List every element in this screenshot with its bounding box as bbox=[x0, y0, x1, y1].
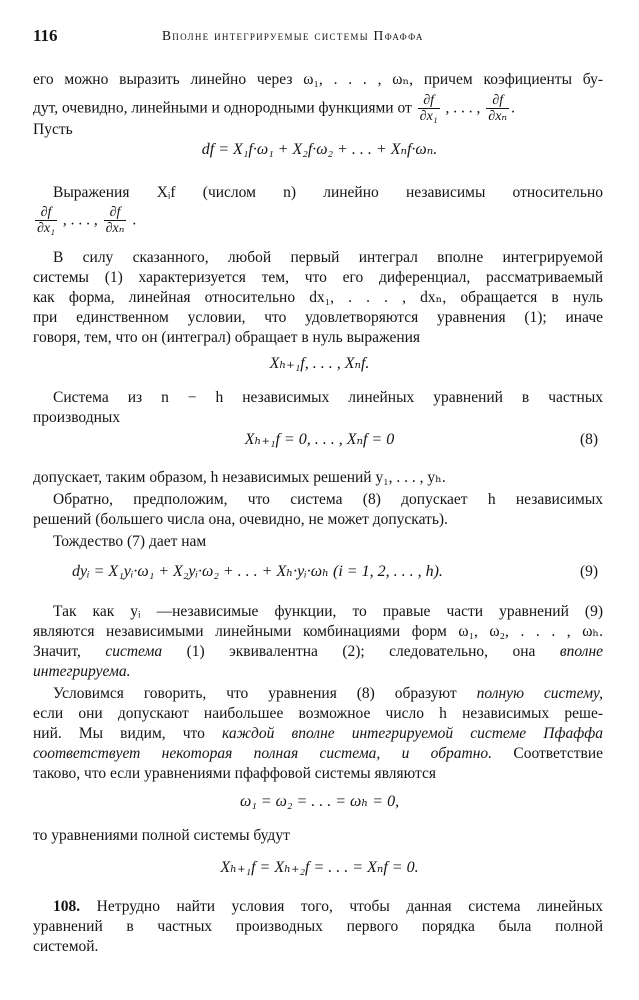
text-line bbox=[33, 206, 136, 236]
fraction-numerator: ∂f bbox=[423, 93, 435, 108]
partial-fraction bbox=[418, 94, 440, 124]
fraction-denominator: ∂xₙ bbox=[105, 221, 125, 236]
text-segment-italic: система bbox=[105, 643, 163, 660]
text-segment: Нетрудно найти условия того, чтобы данная система линейных bbox=[96, 898, 603, 915]
text-line: Обратно, предположим, что система (8) допускает h независимых bbox=[53, 491, 603, 508]
text-line: при единственном условии, что удовлетворяются уравнения (1); иначе bbox=[33, 309, 603, 326]
text-line: то уравнениями полной системы будут bbox=[33, 827, 290, 844]
equation-number: (8) bbox=[580, 431, 599, 448]
text-line: Так как yᵢ —независимые функции, то правые части уравнений (9) bbox=[53, 603, 603, 620]
text-line: Тождество (7) дает нам bbox=[53, 533, 207, 550]
equation-number: (9) bbox=[580, 563, 599, 580]
equation: Xₕ₊₁f, . . . , Xₙf. bbox=[269, 355, 370, 372]
text-line: его можно выразить линейно через ω₁, . . . , ωₙ, причем коэфициенты бу- bbox=[33, 71, 603, 88]
fraction-numerator: ∂f bbox=[109, 205, 121, 220]
partial-fraction bbox=[104, 206, 127, 236]
text-line: как форма, линейная относительно dx₁, . . . , dxₙ, обращается в нуль bbox=[33, 289, 603, 306]
text-segment: . bbox=[132, 211, 137, 229]
text-segment-italic: вполне bbox=[559, 643, 604, 660]
text-segment: ний. Мы видим, что bbox=[33, 725, 205, 742]
text-line: системой. bbox=[33, 938, 99, 955]
equation: dyᵢ = X₁yᵢ·ω₁ + X₂yᵢ·ω₂ + . . . + Xₕ·yᵢ·ωₕ (i = 1, 2, . . . , h). bbox=[72, 563, 443, 580]
section-number: 108. bbox=[53, 898, 81, 915]
text-line: В силу сказанного, любой первый интеграл вполне интегрируемой bbox=[53, 249, 603, 266]
text-line: являются независимыми линейными комбинациями форм ω₁, ω₂, . . . , ωₕ. bbox=[33, 623, 603, 640]
equation: Xₕ₊₁f = 0, . . . , Xₙf = 0 bbox=[244, 431, 395, 448]
page-number: 116 bbox=[33, 26, 58, 45]
text-line: производных bbox=[33, 409, 121, 426]
fraction-numerator: ∂f bbox=[492, 93, 504, 108]
text-line bbox=[53, 897, 603, 917]
text-segment: (1) эквивалентна (2); следовательно, она bbox=[186, 643, 536, 660]
text-segment: Значит, bbox=[33, 643, 81, 660]
fraction-denominator: ∂xₙ bbox=[488, 109, 508, 124]
text-segment-italic: соответствует некоторая полная система, и обратно. bbox=[33, 745, 493, 762]
text-line: Система из n − h независимых линейных уравнений в частных bbox=[53, 389, 603, 406]
text-line: таково, что если уравнениями пфаффовой системы являются bbox=[33, 765, 437, 782]
text-segment: Соответствие bbox=[513, 745, 604, 762]
fraction-denominator: ∂x₁ bbox=[37, 221, 55, 236]
running-title: Вполне интегрируемые системы Пфаффа bbox=[162, 28, 424, 43]
text-line: Выражения Xᵢf (числом n) линейно независимы относительно bbox=[53, 184, 603, 201]
text-line: Пусть bbox=[33, 121, 73, 138]
text-segment-italic: каждой вполне интегрируемой системе Пфаффа bbox=[221, 725, 603, 742]
equation: ω₁ = ω₂ = . . . = ωₕ = 0, bbox=[239, 793, 400, 810]
text-line: если они допускают наибольшее возможное число h независимых реше- bbox=[33, 705, 603, 722]
text-line bbox=[53, 684, 603, 704]
text-line: системы (1) характеризуется тем, что его диференциал, рассматриваемый bbox=[33, 269, 603, 286]
partial-fraction bbox=[486, 94, 509, 124]
equation: df = X₁f·ω₁ + X₂f·ω₂ + . . . + Xₙf·ωₙ. bbox=[201, 141, 438, 158]
text-line: допускает, таким образом, h независимых решений y₁, . . . , yₕ. bbox=[33, 469, 446, 486]
text-segment-italic: полную систему, bbox=[476, 685, 603, 702]
text-segment: . bbox=[511, 99, 515, 117]
equation: Xₕ₊₁f = Xₕ₊₂f = . . . = Xₙf = 0. bbox=[220, 859, 419, 876]
text-line bbox=[33, 94, 515, 124]
partial-fraction bbox=[35, 206, 57, 236]
text-segment: , . . . , bbox=[445, 99, 481, 117]
text-line: интегрируема. bbox=[33, 663, 131, 680]
text-segment: Условимся говорить, что уравнения (8) образуют bbox=[53, 685, 457, 702]
text-segment: , . . . , bbox=[62, 211, 98, 229]
text-line bbox=[33, 724, 603, 744]
fraction-numerator: ∂f bbox=[40, 205, 52, 220]
text-line: решений (большего числа она, очевидно, не может допускать). bbox=[33, 511, 448, 528]
fraction-denominator: ∂x₁ bbox=[419, 109, 438, 124]
text-segment: дут, очевидно, линейными и однородными функциями от bbox=[33, 99, 412, 117]
text-line bbox=[33, 744, 603, 764]
text-line: уравнений в частных производных первого порядка была полной bbox=[33, 918, 603, 935]
text-line bbox=[33, 642, 603, 662]
text-line: говоря, тем, что он (интеграл) обращает в нуль выражения bbox=[33, 329, 421, 346]
